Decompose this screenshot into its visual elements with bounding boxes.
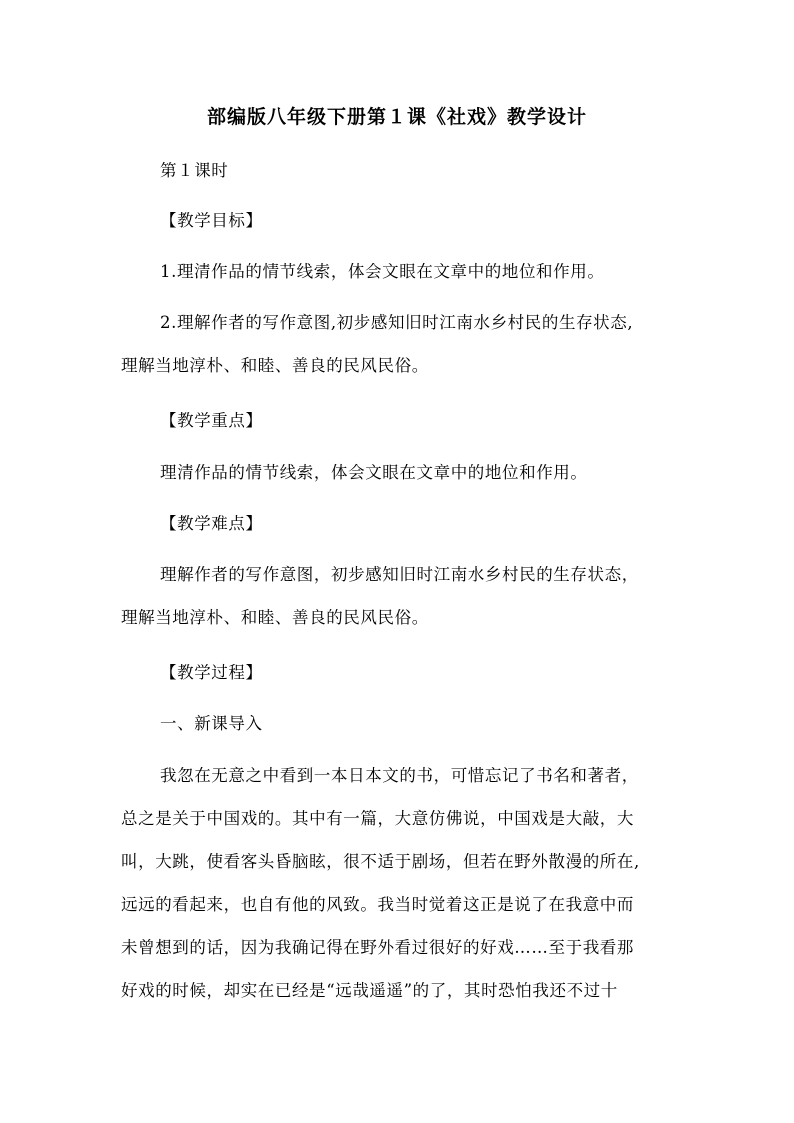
intro-paragraph-line: 远远的看起来，也自有他的风致。我当时觉着这正是说了在我意中而 <box>121 895 634 914</box>
difficulties-line-2: 理解当地淳朴、和睦、善良的民风民俗。 <box>121 608 429 627</box>
objective-1: 1.理清作品的情节线索，体会文眼在文章中的地位和作用。 <box>160 262 605 281</box>
intro-paragraph-line: 未曾想到的话，因为我确记得在野外看过很好的好戏……至于我看那 <box>121 938 634 957</box>
document-title: 部编版八年级下册第１课《社戏》教学设计 <box>206 106 587 128</box>
intro-paragraph-line: 我忽在无意之中看到一本日本文的书，可惜忘记了书名和著者， <box>160 766 639 785</box>
intro-paragraph-line: 总之是关于中国戏的。其中有一篇，大意仿佛说，中国戏是大敲，大 <box>121 809 634 828</box>
difficulties-line-1: 理解作者的写作意图，初步感知旧时江南水乡村民的生存状态， <box>160 565 639 584</box>
intro-heading: 一、新课导入 <box>160 714 263 733</box>
objectives-heading: 【教学目标】 <box>160 211 263 230</box>
key-points-text: 理清作品的情节线索，体会文眼在文章中的地位和作用。 <box>160 463 588 482</box>
key-points-heading: 【教学重点】 <box>160 411 263 430</box>
process-heading: 【教学过程】 <box>160 663 263 682</box>
intro-paragraph-line: 好戏的时候，却实在已经是“远哉遥遥”的了，其时恐怕我还不过十 <box>121 981 618 1000</box>
objective-2-line-1: 2.理解作者的写作意图,初步感知旧时江南水乡村民的生存状态, <box>160 313 634 332</box>
objective-2-line-2: 理解当地淳朴、和睦、善良的民风民俗。 <box>121 356 429 375</box>
intro-paragraph-line: 叫，大跳，使看客头昏脑眩，很不适于剧场，但若在野外散漫的所在, <box>121 852 640 871</box>
difficulties-heading: 【教学难点】 <box>160 514 263 533</box>
lesson-period: 第１课时 <box>160 161 229 180</box>
